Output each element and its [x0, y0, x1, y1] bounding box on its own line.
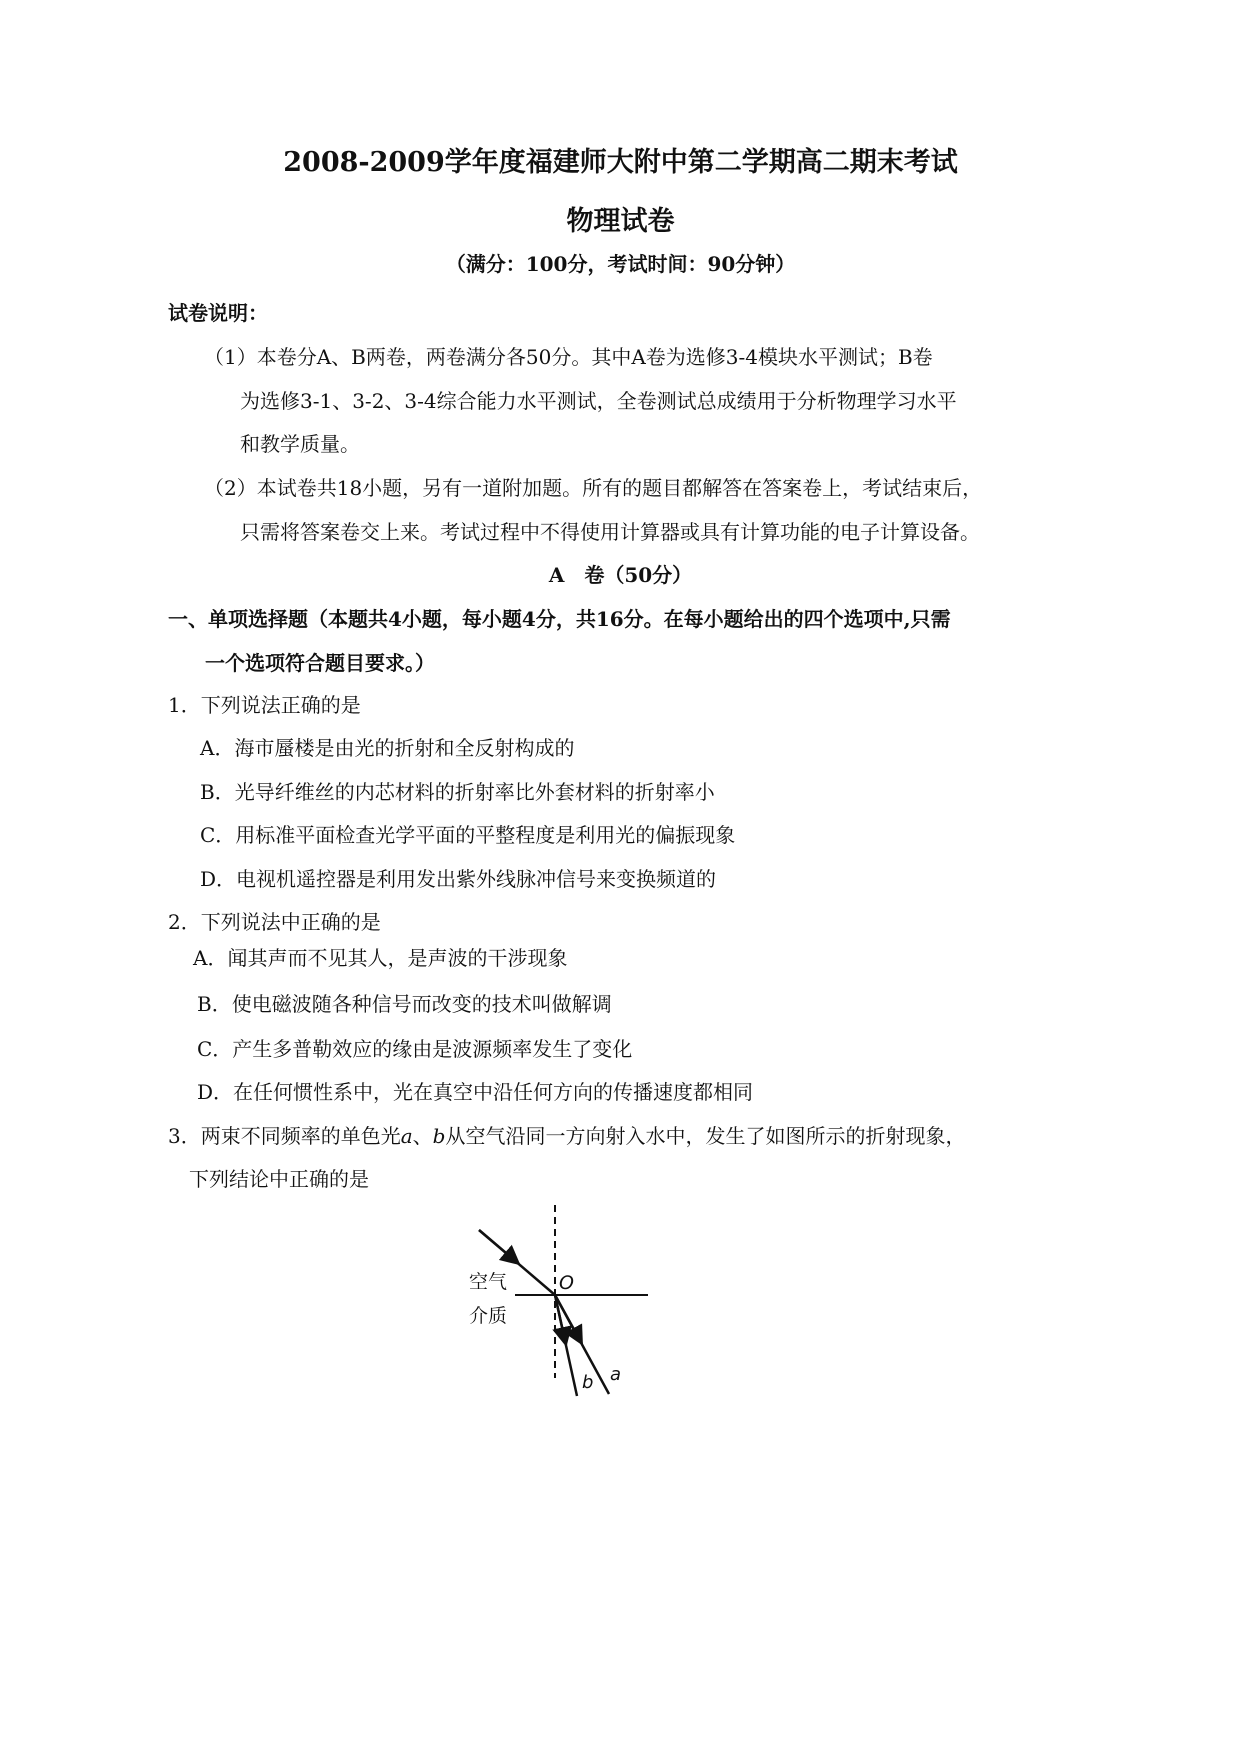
instruction-2-line-1: （2）本试卷共18小题，另有一道附加题。所有的题目都解答在答案卷上，考试结束后，: [204, 476, 983, 500]
label-medium: 介质: [469, 1305, 508, 1327]
label-a: a: [610, 1364, 622, 1385]
incident-ray-arrow: [479, 1230, 519, 1264]
question-2-option-a: A．闻其声而不见其人，是声波的干涉现象: [193, 946, 568, 970]
question-2-option-c: C．产生多普勒效应的缘由是波源频率发生了变化: [197, 1037, 633, 1061]
question-3-stem-part: 3．两束不同频率的单色光: [168, 1124, 401, 1148]
question-1-option-a: A．海市蜃楼是由光的折射和全反射构成的: [200, 736, 575, 760]
part-1-heading-line-1: 一、单项选择题（本题共4小题，每小题4分，共16分。在每小题给出的四个选项中,只需: [168, 607, 951, 631]
light-a-symbol: a: [400, 1124, 413, 1148]
light-b-symbol: b: [432, 1124, 446, 1148]
exam-subtitle: 物理试卷: [566, 206, 675, 237]
question-3-stem-part: 从空气沿同一方向射入水中，发生了如图所示的折射现象，: [445, 1124, 966, 1148]
question-3-stem-line-1: [168, 1123, 965, 1149]
label-b: b: [582, 1372, 594, 1393]
section-a-heading: A 卷（50分）: [548, 563, 693, 587]
label-o: O: [559, 1272, 574, 1294]
instruction-1-line-2: 为选修3-1、3-2、3-4综合能力水平测试，全卷测试总成绩用于分析物理学习水平: [240, 389, 957, 413]
question-3-stem-line-2: 下列结论中正确的是: [189, 1167, 369, 1191]
part-1-heading-line-2: 一个选项符合题目要求。）: [205, 651, 435, 675]
question-3-stem-part: 、: [412, 1124, 433, 1148]
instruction-1-line-1: （1）本卷分A、B两卷，两卷满分各50分。其中A卷为选修3-4模块水平测试；B卷: [204, 345, 933, 369]
question-2-stem: 2．下列说法中正确的是: [168, 910, 381, 934]
question-1-option-c: C．用标准平面检查光学平面的平整程度是利用光的偏振现象: [200, 823, 736, 847]
question-1-option-d: D．电视机遥控器是利用发出紫外线脉冲信号来变换频道的: [200, 867, 717, 891]
instruction-1-line-3: 和教学质量。: [240, 432, 360, 456]
question-2-option-b: B．使电磁波随各种信号而改变的技术叫做解调: [197, 992, 612, 1016]
label-air: 空气: [469, 1271, 508, 1293]
refracted-ray-a-arrow: [555, 1295, 582, 1344]
question-2-option-d: D．在任何惯性系中，光在真空中沿任何方向的传播速度都相同: [197, 1080, 754, 1104]
question-1-stem: 1．下列说法正确的是: [168, 693, 361, 717]
exam-meta: （满分：100分，考试时间：90分钟）: [445, 252, 796, 276]
refraction-diagram: [455, 1200, 665, 1405]
instructions-heading: 试卷说明：: [168, 301, 268, 325]
exam-title: 2008-2009学年度福建师大附中第二学期高二期末考试: [283, 147, 958, 178]
instruction-2-line-2: 只需将答案卷交上来。考试过程中不得使用计算器或具有计算功能的电子计算设备。: [240, 520, 980, 544]
question-1-option-b: B．光导纤维丝的内芯材料的折射率比外套材料的折射率小: [200, 780, 715, 804]
